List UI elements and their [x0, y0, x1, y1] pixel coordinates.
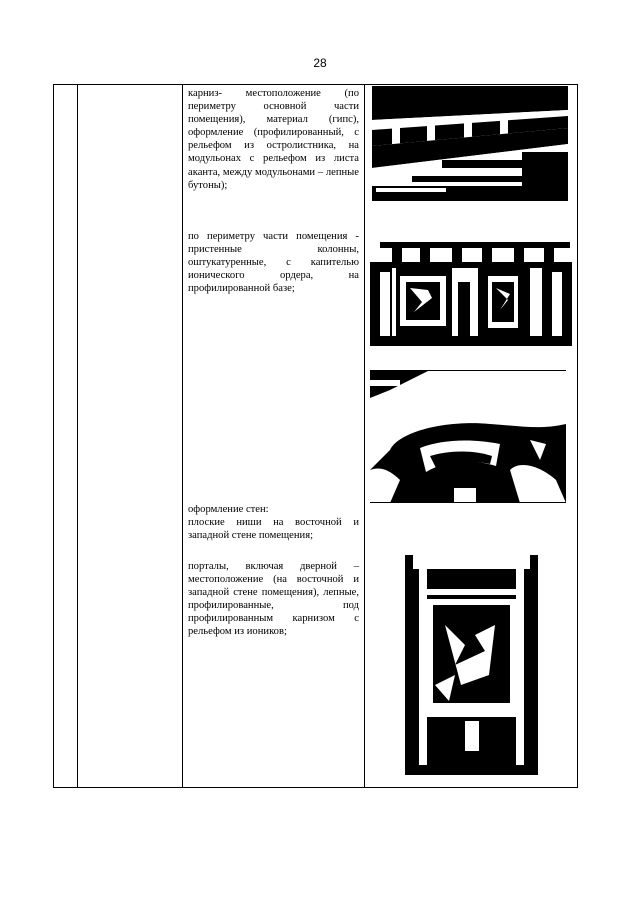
portals-text: порталы, включая дверной – местоположение (на восточной и западной стене помещения), лепные, профилированные, под профилированным карнизом с рельефом из иоников; [188, 561, 359, 638]
columns-description [188, 230, 359, 295]
column-divider-1 [77, 85, 78, 787]
walls-heading: оформление стен: [188, 504, 269, 515]
portal-photo [405, 555, 538, 775]
niches-text: плоские ниши на восточной и западной стене помещения; [188, 517, 359, 542]
cornice-photo [372, 86, 568, 201]
portals-description [188, 560, 359, 639]
cornice-text: карниз- местоположение (по периметру основной части помещения), материал (гипс), оформление (профилированный, с рельефом из остролистника, на модульонах с рельефом из листа аканта, между модульонами – лепные бутоны); [188, 88, 359, 191]
ceiling-detail-photo [370, 370, 566, 503]
cornice-description [188, 87, 359, 192]
page-number: 28 [313, 56, 327, 70]
column-divider-2 [182, 85, 183, 787]
columns-text: по периметру части помещения - пристенные колонны, оштукатуренные, с капителью ионического ордера, на профилированной базе; [188, 231, 359, 295]
column-divider-3 [364, 85, 365, 787]
columns-photo [370, 232, 572, 346]
walls-description [188, 503, 359, 542]
